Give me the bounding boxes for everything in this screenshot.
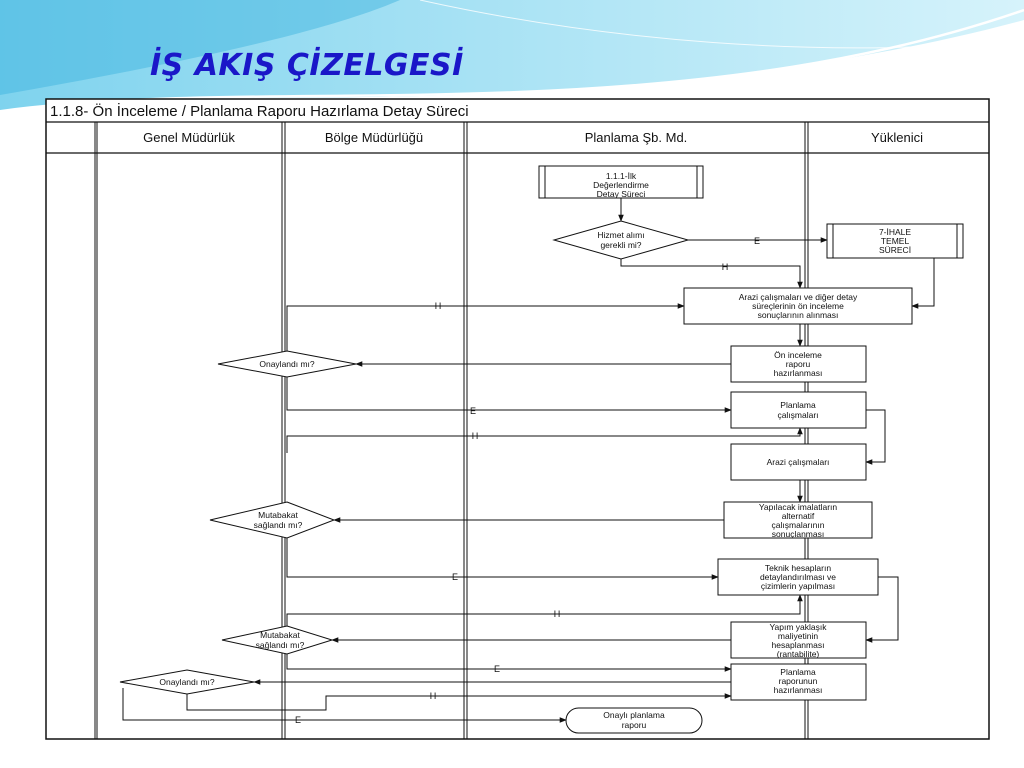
svg-text:çizimlerin yapılması: çizimlerin yapılması [760,581,836,591]
slide-title: İŞ AKIŞ ÇİZELGESİ [150,48,464,83]
node-onayli-rapor [566,708,702,733]
node-alternatif-calismalar [724,502,872,539]
edge-label-e: E [451,572,459,582]
edge-label-e: E [294,715,302,725]
svg-text:sonuçlanması: sonuçlanması [771,529,825,539]
svg-text:Teknik hesapların: Teknik hesapların [764,563,832,573]
node-teknik-hesaplar [718,559,878,595]
svg-text:(rantabilite): (rantabilite) [776,649,820,659]
svg-text:1.1.1-İlk: 1.1.1-İlk [605,171,637,181]
node-ihale-temel-sureci [827,224,963,258]
svg-text:Mutabakat: Mutabakat [260,630,300,640]
svg-text:sonuçlarının alınması: sonuçlarının alınması [757,310,839,320]
svg-text:Ön inceleme: Ön inceleme [774,350,822,360]
svg-text:hazırlanması: hazırlanması [773,368,823,378]
svg-text:sağlandı mı?: sağlandı mı? [255,640,305,650]
node-arazi-on-inceleme [684,288,912,324]
svg-text:Hizmet alımı: Hizmet alımı [597,230,645,240]
node-yapim-maliyeti [731,622,866,659]
svg-text:Planlama: Planlama [780,400,816,410]
svg-text:Detay Süreci: Detay Süreci [596,189,646,199]
svg-text:hesaplanması: hesaplanması [771,640,825,650]
svg-text:7-İHALE: 7-İHALE [878,227,912,237]
node-planlama-calismalari [731,392,866,428]
flowchart [45,98,990,740]
svg-text:Planlama: Planlama [780,667,816,677]
edge-label-h: H [471,431,479,441]
svg-text:raporunun: raporunun [778,676,818,686]
edge-label-e: E [469,406,477,416]
node-arazi-calismalari [731,444,866,480]
node-on-inceleme-raporu [731,346,866,382]
edge-label-e: E [493,664,501,674]
edge-label-h: H [721,262,729,272]
diagram-title: 1.1.8- Ön İnceleme / Planlama Raporu Hazırlama Detay Süreci [50,103,469,120]
svg-text:SÜRECİ: SÜRECİ [878,245,912,255]
svg-text:Onaylandı mı?: Onaylandı mı? [159,677,215,687]
svg-text:Değerlendirme: Değerlendirme [593,180,649,190]
svg-text:Arazi çalışmaları ve diğer det: Arazi çalışmaları ve diğer detay [738,292,858,302]
svg-text:alternatif: alternatif [781,511,815,521]
node-ilk-degerlendirme [539,166,703,199]
svg-text:raporu: raporu [785,359,811,369]
svg-text:Onaylı planlama: Onaylı planlama [603,710,665,720]
svg-text:gerekli mi?: gerekli mi? [600,240,642,250]
svg-text:sağlandı mı?: sağlandı mı? [253,520,303,530]
lane-header-bolge-mudurlugu: Bölge Müdürlüğü [324,130,424,145]
svg-text:hazırlanması: hazırlanması [773,685,823,695]
svg-text:çalışmalarının: çalışmalarının [771,520,825,530]
edge-label-e: E [753,236,761,246]
svg-text:maliyetinin: maliyetinin [777,631,819,641]
svg-text:Onaylandı mı?: Onaylandı mı? [259,359,315,369]
svg-text:Yapım yaklaşık: Yapım yaklaşık [769,622,827,632]
node-planlama-raporu [731,664,866,700]
svg-text:TEMEL: TEMEL [880,236,910,246]
svg-text:detaylandırılması ve: detaylandırılması ve [759,572,837,582]
edge-label-h: H [553,609,561,619]
lane-header-yuklenici: Yüklenici [870,130,924,145]
svg-text:çalışmaları: çalışmaları [777,410,819,420]
svg-text:raporu: raporu [621,720,647,730]
svg-text:Arazi çalışmaları: Arazi çalışmaları [766,457,830,467]
edge-label-h: H [434,301,442,311]
svg-text:Yapılacak imalatların: Yapılacak imalatların [758,502,838,512]
svg-text:süreçlerinin ön inceleme: süreçlerinin ön inceleme [752,301,844,311]
lane-header-planlama: Planlama Şb. Md. [584,130,688,145]
lane-header-genel-mudurluk: Genel Müdürlük [143,130,235,145]
svg-text:Mutabakat: Mutabakat [258,510,298,520]
edge-label-h: H [429,691,437,701]
